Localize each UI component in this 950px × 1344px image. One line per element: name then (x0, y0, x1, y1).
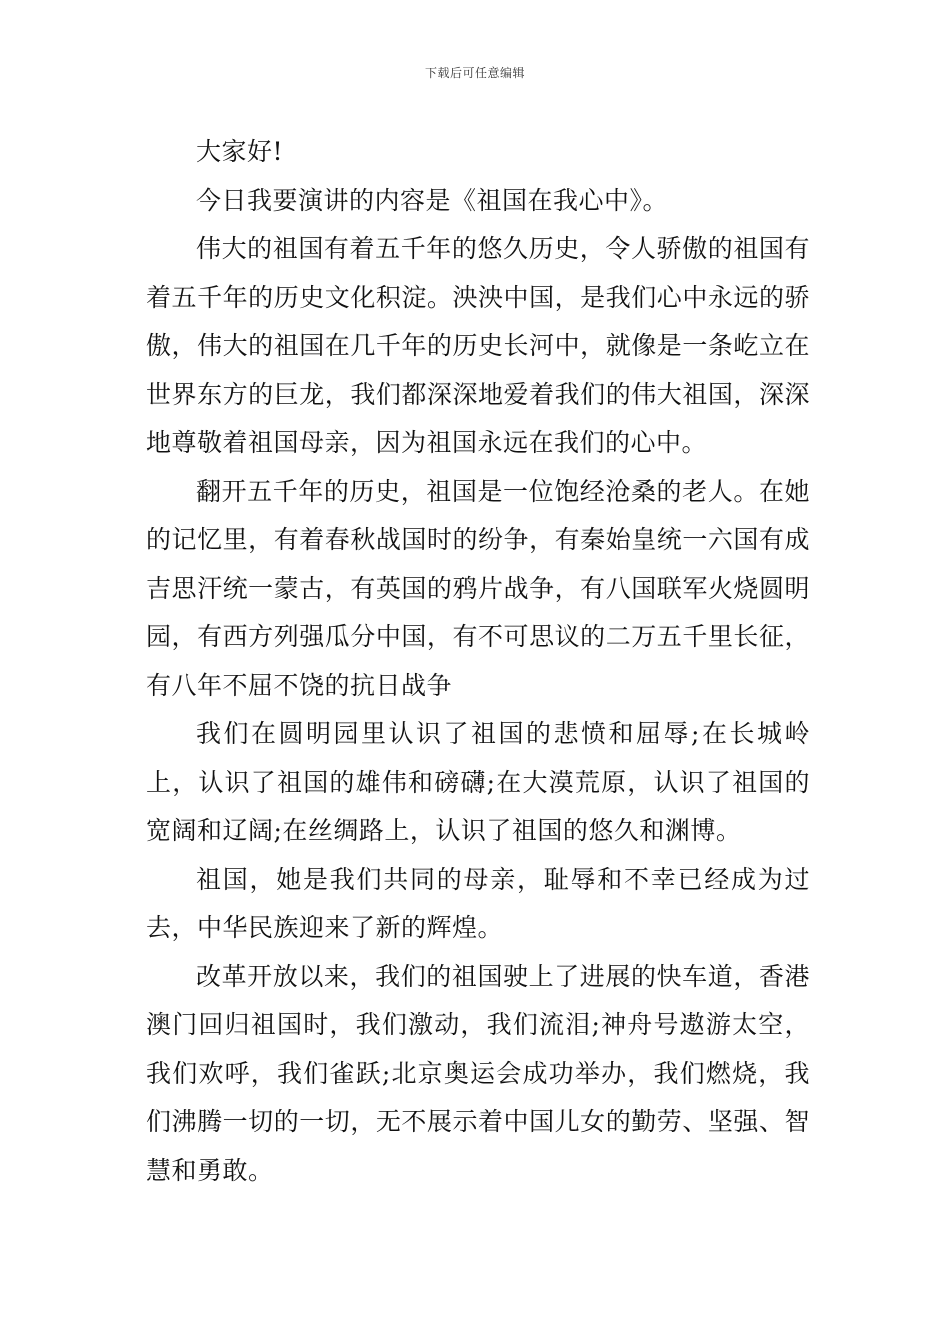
paragraph-topic: 今日我要演讲的内容是《祖国在我心中》。 (196, 185, 669, 215)
page-header-note: 下载后可任意编辑 (424, 66, 525, 80)
paragraph-history: 伟大的祖国有着五千年的悠久历史，令人骄傲的祖国有着五千年的历史文化积淀。泱泱中国，是我们心中永远的骄傲，伟大的祖国在几千年的历史长河中，就像是一条屹立在世界东方的巨龙，我们都深深地爱着我们的伟大祖国，深深地尊敬着祖国母亲，因为祖国永远在我们的心中。 (146, 234, 810, 457)
paragraph-past-events: 翻开五千年的历史，祖国是一位饱经沧桑的老人。在她的记忆里，有着春秋战国时的纷争，有秦始皇统一六国有成吉思汗统一蒙古，有英国的鸦片战争，有八国联军火烧圆明园，有西方列强瓜分中国，有不可思议的二万五千里长征，有八年不屈不饶的抗日战争 (146, 476, 810, 700)
paragraph-mother: 祖国，她是我们共同的母亲，耻辱和不幸已经成为过去，中华民族迎来了新的辉煌。 (146, 864, 810, 942)
speech-body (146, 128, 810, 1195)
paragraph-reform: 改革开放以来，我们的祖国驶上了进展的快车道，香港澳门回归祖国时，我们激动，我们流泪;神舟号遨游太空，我们欢呼，我们雀跃;北京奥运会成功举办，我们燃烧，我们沸腾一切的一切，无不展示着中国儿女的勤劳、坚强、智慧和勇敢。 (146, 961, 810, 1185)
paragraph-greeting: 大家好! (196, 137, 284, 166)
paragraph-recognition: 我们在圆明园里认识了祖国的悲愤和屈辱;在长城岭上，认识了祖国的雄伟和磅礴;在大漠荒原，认识了祖国的宽阔和辽阔;在丝绸路上，认识了祖国的悠久和渊博。 (146, 719, 810, 845)
